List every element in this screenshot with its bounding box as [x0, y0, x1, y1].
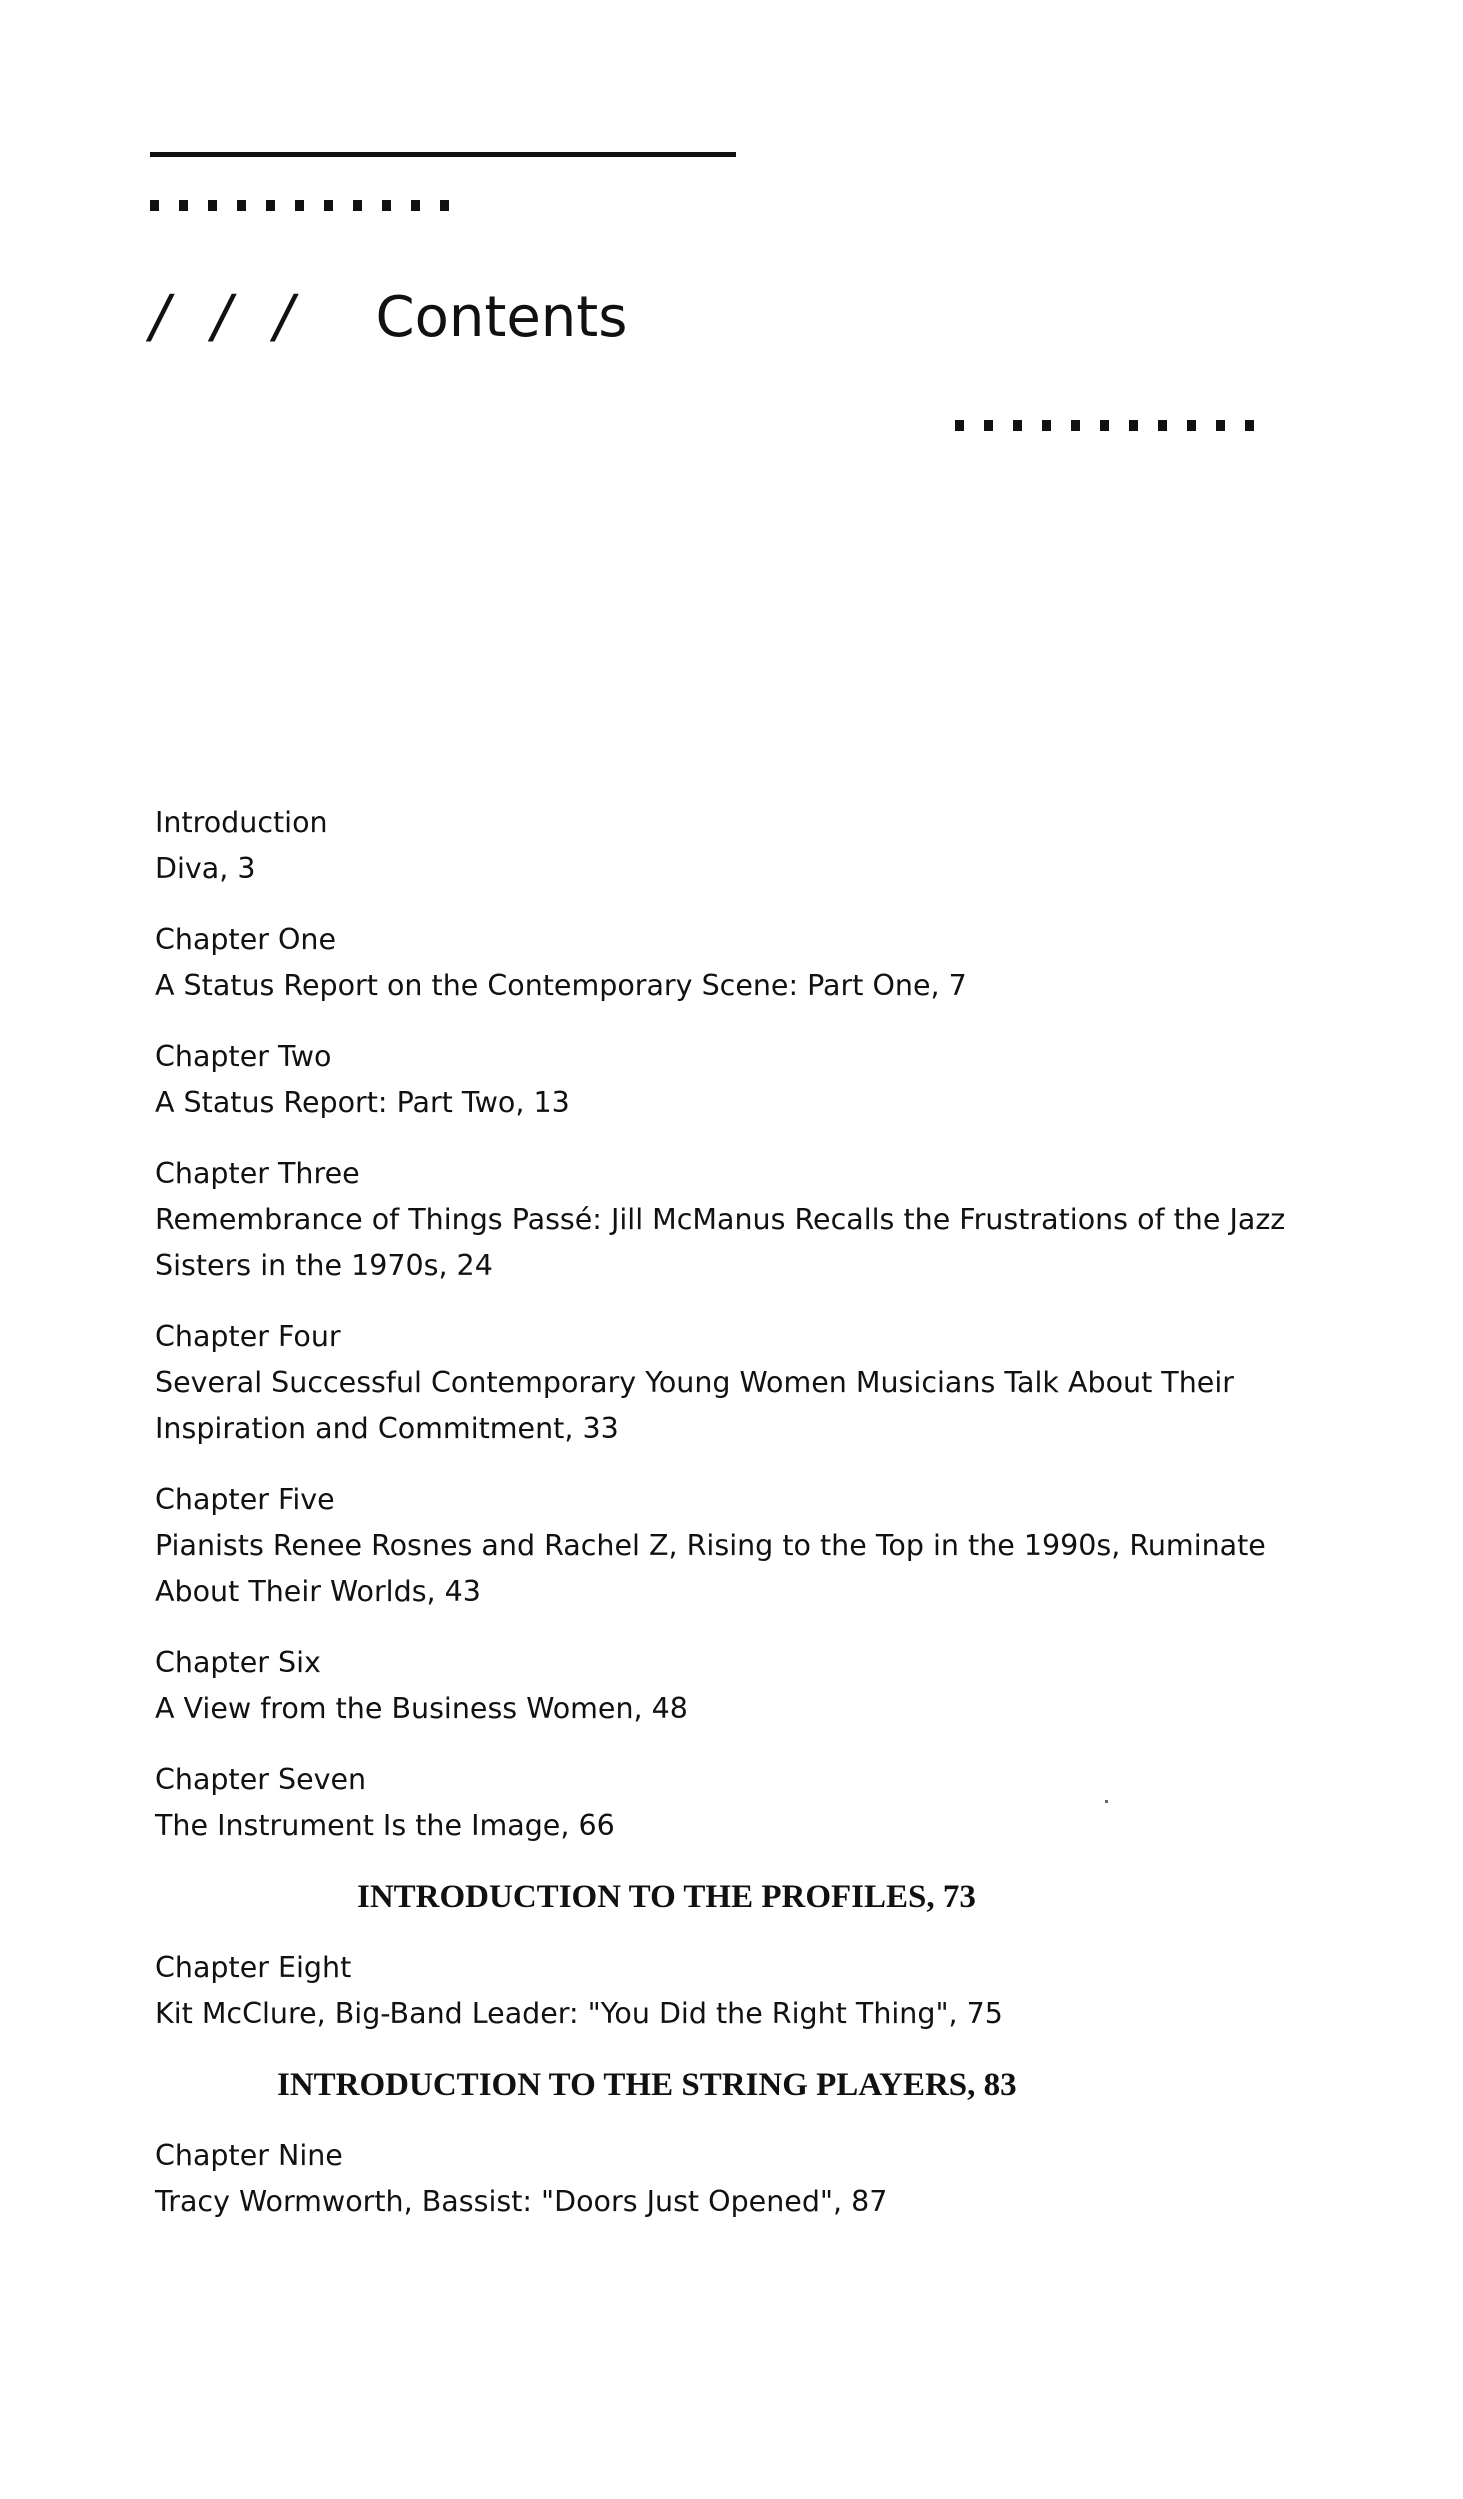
- section-heading-profiles: INTRODUCTION TO THE PROFILES, 73: [357, 1879, 976, 1915]
- entry-title: Pianists Renee Rosnes and Rachel Z, Rising to the Top in the 1990s, Ruminate About Their Worlds, 43: [155, 1529, 1266, 1608]
- entry-label: Chapter Seven: [155, 1763, 367, 1796]
- section-heading-string-players: INTRODUCTION TO THE STRING PLAYERS, 83: [277, 2067, 1017, 2103]
- entry-title: Tracy Wormworth, Bassist: "Doors Just Opened", 87: [155, 2185, 888, 2218]
- table-of-contents: [155, 800, 1335, 2250]
- toc-entry-introduction: [155, 800, 1335, 892]
- toc-entry-chapter-five: [155, 1477, 1335, 1615]
- toc-entry-chapter-seven: [155, 1757, 1335, 1849]
- scan-speck: [1105, 1800, 1108, 1803]
- toc-entry-chapter-two: [155, 1034, 1335, 1126]
- entry-label: Chapter Five: [155, 1483, 335, 1516]
- entry-label: Chapter Three: [155, 1157, 360, 1190]
- entry-label: Introduction: [155, 806, 328, 839]
- decorative-dots-bottom: [955, 420, 1254, 431]
- toc-entry-chapter-six: [155, 1640, 1335, 1732]
- entry-title: A Status Report on the Contemporary Scene: Part One, 7: [155, 969, 967, 1002]
- decorative-dots-top: [150, 200, 449, 211]
- entry-label: Chapter Six: [155, 1646, 321, 1679]
- toc-entry-chapter-three: [155, 1151, 1335, 1289]
- entry-title: The Instrument Is the Image, 66: [155, 1809, 615, 1842]
- entry-title: A View from the Business Women, 48: [155, 1692, 688, 1725]
- entry-label: Chapter Eight: [155, 1951, 352, 1984]
- entry-label: Chapter One: [155, 923, 337, 956]
- heading-slashes: / / /: [150, 282, 306, 350]
- toc-entry-chapter-four: [155, 1314, 1335, 1452]
- toc-entry-chapter-one: [155, 917, 1335, 1009]
- toc-entry-chapter-eight: [155, 1945, 1335, 2037]
- entry-title: Diva, 3: [155, 852, 256, 885]
- page-title: Contents: [375, 285, 628, 350]
- entry-label: Chapter Four: [155, 1320, 341, 1353]
- toc-entry-chapter-nine: [155, 2133, 1335, 2225]
- entry-title: A Status Report: Part Two, 13: [155, 1086, 570, 1119]
- entry-label: Chapter Nine: [155, 2139, 343, 2172]
- entry-title: Remembrance of Things Passé: Jill McManus Recalls the Frustrations of the Jazz Sisters in the 1970s, 24: [155, 1203, 1286, 1282]
- entry-label: Chapter Two: [155, 1040, 332, 1073]
- top-rule: [150, 152, 736, 157]
- page-heading: [150, 282, 627, 350]
- entry-title: Kit McClure, Big-Band Leader: "You Did the Right Thing", 75: [155, 1997, 1003, 2030]
- entry-title: Several Successful Contemporary Young Women Musicians Talk About Their Inspiration and Commitment, 33: [155, 1366, 1234, 1445]
